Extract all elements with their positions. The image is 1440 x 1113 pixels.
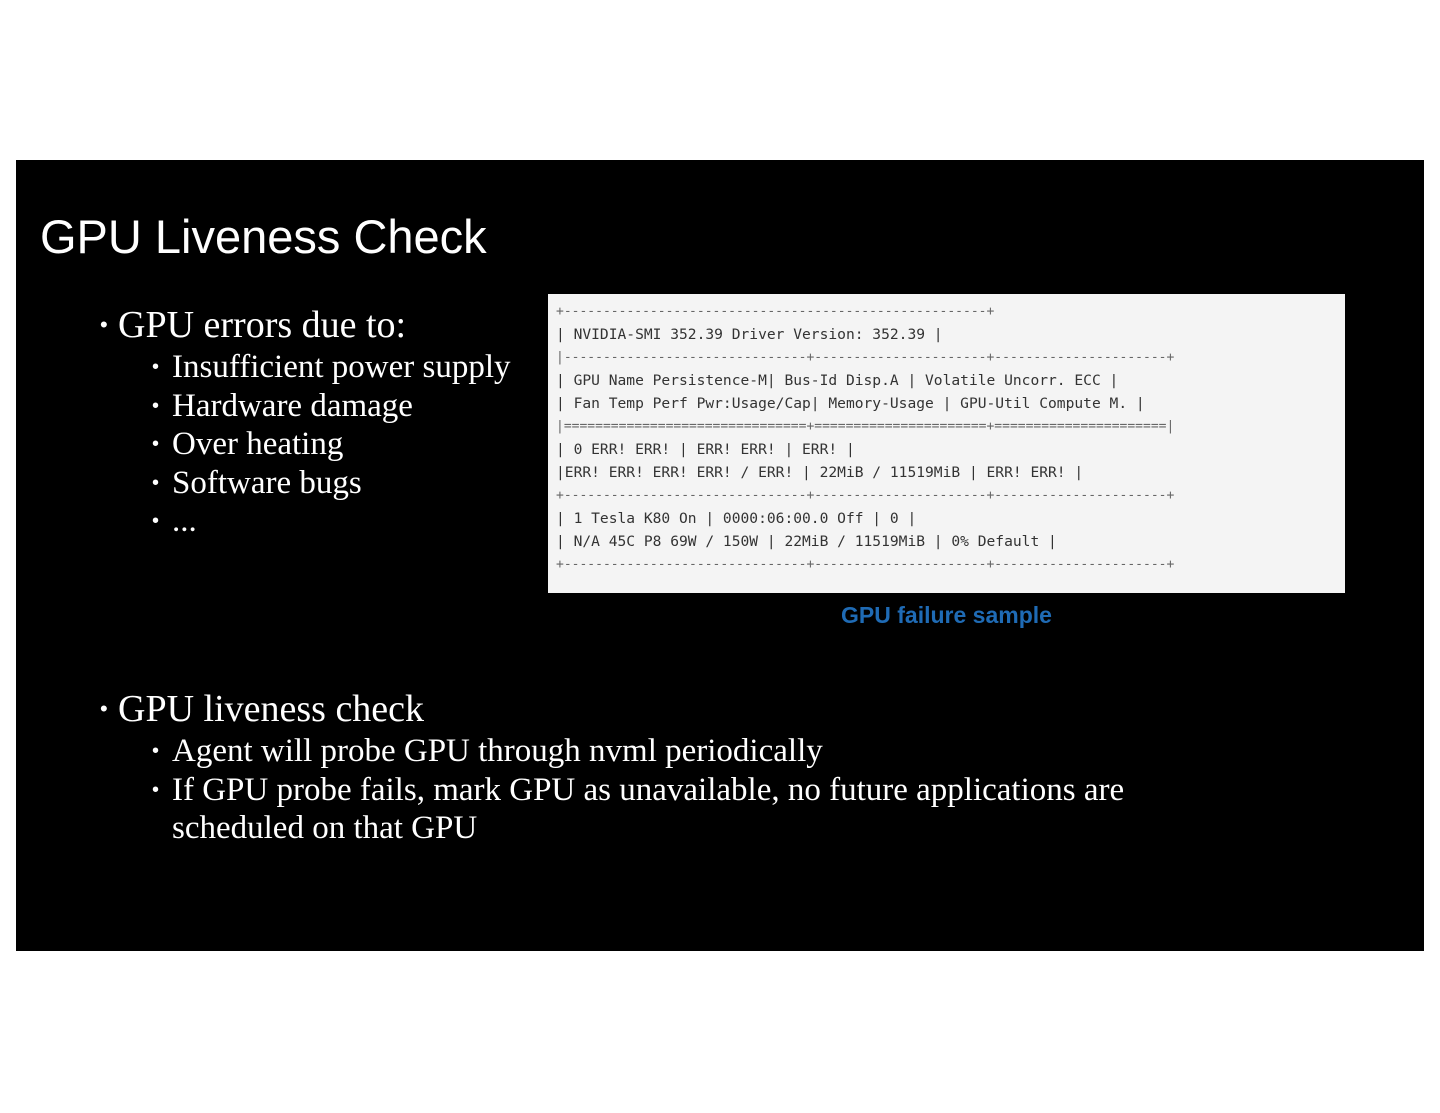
error-item [100, 348, 511, 387]
error-item [100, 387, 511, 426]
terminal-line: +------------------------------------------------------+ [556, 304, 995, 319]
terminal-line: | GPU Name Persistence-M| Bus-Id Disp.A | Volatile Uncorr. ECC | [556, 372, 1119, 389]
errors-heading: GPU errors due to: [118, 304, 407, 346]
bullet-icon: • [152, 394, 160, 417]
slide-title: GPU Liveness Check [40, 210, 487, 263]
liveness-item-text: Agent will probe GPU through nvml periodically [172, 733, 823, 769]
error-item [100, 502, 511, 541]
nvidia-smi-screenshot [548, 294, 1345, 593]
figure-caption: GPU failure sample [841, 602, 1052, 628]
error-item [100, 425, 511, 464]
bullet-icon: • [152, 356, 160, 378]
terminal-line: |-------------------------------+----------------------+----------------------+ [556, 350, 1175, 365]
terminal-line: | 0 ERR! ERR! | ERR! ERR! | ERR! | [556, 441, 855, 458]
terminal-line: |ERR! ERR! ERR! ERR! / ERR! | 22MiB / 11519MiB | ERR! ERR! | [556, 464, 1084, 481]
bullet-icon: • [152, 471, 160, 494]
errors-heading-item [100, 302, 511, 348]
error-item-text: Hardware damage [172, 387, 413, 424]
bullet-icon: • [152, 778, 160, 801]
bullet-icon: • [100, 696, 108, 721]
errors-section [100, 302, 511, 541]
liveness-item-text: If GPU probe fails, mark GPU as unavailable, no future applications are scheduled on that GPU [172, 771, 1125, 846]
error-item-text: ... [172, 503, 197, 539]
liveness-heading-item [100, 686, 1232, 732]
error-item-text: Insufficient power supply [172, 349, 511, 385]
terminal-line: +-------------------------------+----------------------+----------------------+ [556, 557, 1175, 572]
terminal-line: |===============================+======================+======================| [556, 419, 1175, 434]
terminal-line: | NVIDIA-SMI 352.39 Driver Version: 352.39 | [556, 326, 943, 343]
bullet-icon: • [152, 433, 160, 455]
bullet-icon: • [152, 740, 160, 762]
liveness-item [100, 771, 1232, 848]
terminal-line: | N/A 45C P8 69W / 150W | 22MiB / 11519MiB | 0% Default | [556, 533, 1057, 550]
liveness-section [100, 686, 1232, 848]
bullet-icon: • [152, 510, 160, 532]
bullet-icon: • [100, 312, 108, 337]
liveness-heading: GPU liveness check [118, 688, 425, 730]
terminal-line: | Fan Temp Perf Pwr:Usage/Cap| Memory-Usage | GPU-Util Compute M. | [556, 395, 1145, 412]
error-item [100, 464, 511, 503]
error-item-text: Software bugs [172, 464, 362, 501]
slide [16, 160, 1424, 951]
terminal-line: +-------------------------------+----------------------+----------------------+ [556, 488, 1175, 503]
liveness-item [100, 732, 1232, 771]
terminal-line: | 1 Tesla K80 On | 0000:06:00.0 Off | 0 | [556, 510, 917, 527]
error-item-text: Over heating [172, 426, 344, 462]
